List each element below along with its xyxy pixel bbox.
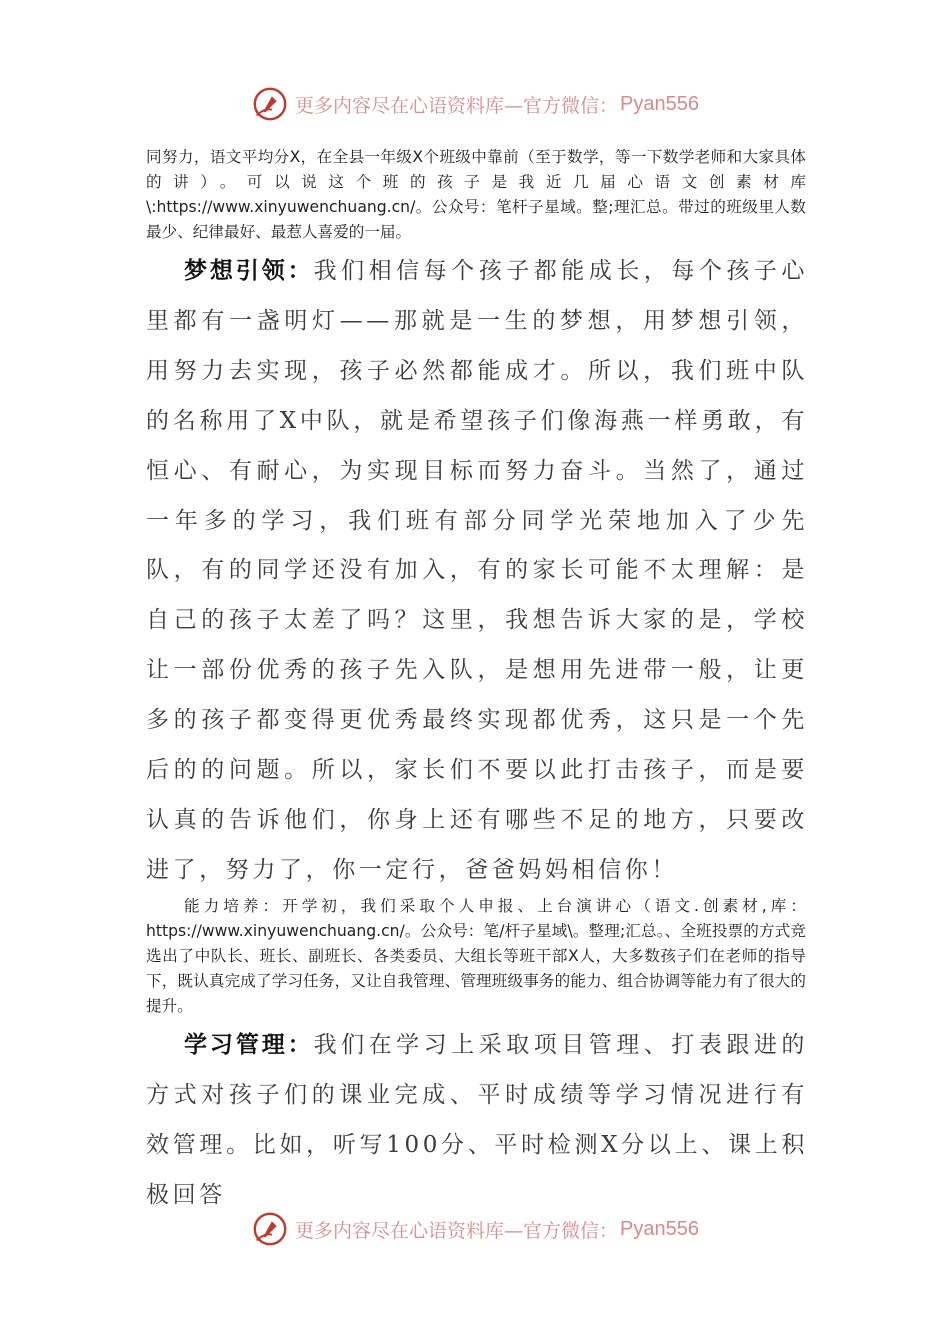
footer-wechat-id: Pyan556 (620, 1217, 699, 1240)
header-wechat-id: Pyan556 (620, 92, 699, 115)
paragraph-dream-leading (146, 247, 808, 896)
header-banner (0, 84, 950, 124)
header-banner-text: 更多内容尽在心语资料库—官方微信： (295, 94, 619, 117)
paragraph-1: 同努力，语文平均分X，在全县一年级X个班级中靠前（至于数学，等一下数学老师和大家具体的讲）。可以说这个班的孩子是我近几届心语文创素材库\:https://www.xinyuwenchuang.cn/。公众号：笔杆子星域。整;理汇总。带过的班级里人数最少、纪律最好、最惹人喜爱的一届。 (146, 148, 806, 241)
dream-leading-heading: 梦想引领： (184, 258, 314, 284)
footer-banner (0, 1209, 950, 1249)
study-management-heading: 学习管理： (184, 1032, 314, 1058)
dream-leading-body: 我们相信每个孩子都能成长，每个孩子心里都有一盏明灯——那就是一生的梦想，用梦想引领，用努力去实现，孩子必然都能成才。所以，我们班中队的名称用了X中队，就是希望孩子们像海燕一样勇敢，有恒心、有耐心，为实现目标而努力奋斗。当然了，通过一年多的学习，我们班有部分同学光荣地加入了少先队，有的同学还没有加入，有的家长可能不太理解：是自己的孩子太差了吗？这里，我想告诉大家的是，学校让一部份优秀的孩子先入队，是想用先进带一般，让更多的孩子都变得更优秀最终实现都优秀，这只是一个先后的的问题。所以，家长们不要以此打击孩子，而是要认真的告诉他们，你身上还有哪些不足的地方，只要改进了，努力了，你一定行，爸爸妈妈相信你！ (146, 258, 808, 883)
paragraph-ability-training: 能力培养：开学初，我们采取个人申报、上台演讲心（语文.创素材,库：https://www.xinyuwenchuang.cn/。公众号：笔/杆子星域\。整理;汇总。、全班投票的方式竞选出了中队长、班长、副班长、各类委员、大组长等班干部X人，大多数孩子们在老师的指导下，既认真完成了学习任务，又让自我管理、管理班级事务的能力、组合协调等能力有了很大的提升。 (146, 897, 806, 1015)
pen-nib-logo-icon (251, 85, 289, 123)
footer-banner-text: 更多内容尽在心语资料库—官方微信： (295, 1219, 619, 1242)
pen-nib-logo-icon (251, 1210, 289, 1248)
study-management-body: 我们在学习上采取项目管理、打表跟进的方式对孩子们的课业完成、平时成绩等学习情况进行有效管理。比如，听写100分、平时检测X分以上、课上积极回答 (146, 1032, 808, 1208)
paragraph-study-management (146, 1021, 808, 1221)
